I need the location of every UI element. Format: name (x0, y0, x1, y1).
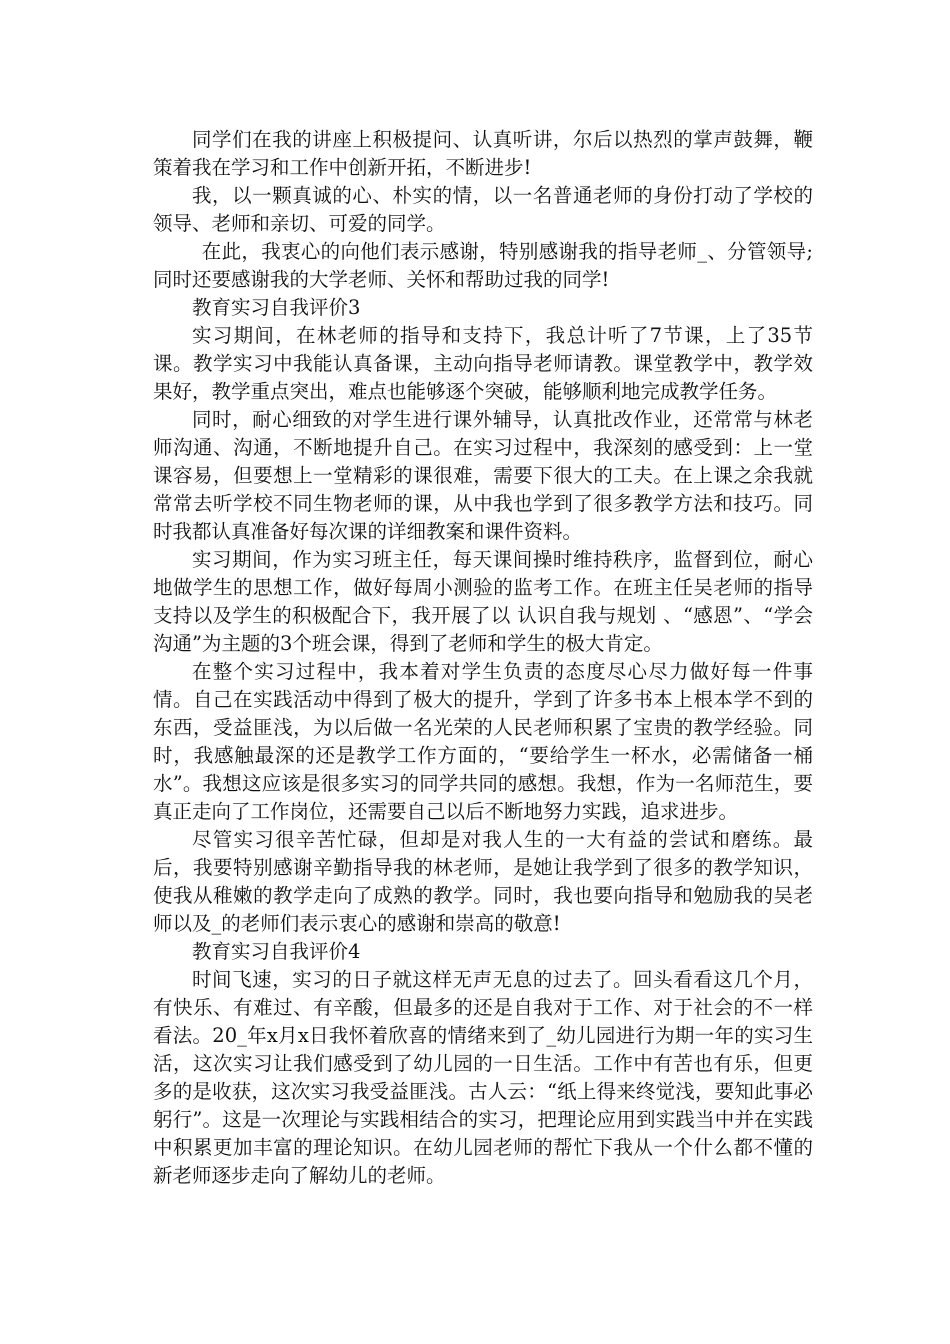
paragraph: 尽管实习很辛苦忙碌，但却是对我人生的一大有益的尝试和磨练。最后，我要特别感谢辛勤指导我的林老师，是她让我学到了很多的教学知识，使我从稚嫩的教学走向了成熟的教学。同时，我也要向指导和勉励我的吴老师以及_的老师们表示衷心的感谢和崇高的敬意! (153, 828, 813, 935)
section-heading: 教育实习自我评价4 (192, 940, 361, 963)
document-body (153, 126, 813, 1190)
paragraph: 同学们在我的讲座上积极提问、认真听讲，尔后以热烈的掌声鼓舞，鞭策着我在学习和工作中创新开拓，不断进步! (153, 128, 813, 179)
paragraph: 在此，我衷心的向他们表示感谢，特别感谢我的指导老师_、分管领导;同时还要感谢我的大学老师、关怀和帮助过我的同学! (153, 240, 813, 291)
paragraph: 同时，耐心细致的对学生进行课外辅导，认真批改作业，还常常与林老师沟通、沟通，不断地提升自己。在实习过程中，我深刻的感受到：上一堂课容易，但要想上一堂精彩的课很难，需要下很大的工夫。在上课之余我就常常去听学校不同生物老师的课，从中我也学到了很多教学方法和技巧。同时我都认真准备好每次课的详细教案和课件资料。 (153, 408, 813, 543)
paragraph: 在整个实习过程中，我本着对学生负责的态度尽心尽力做好每一件事情。自己在实践活动中得到了极大的提升，学到了许多书本上根本学不到的东西，受益匪浅，为以后做一名光荣的人民老师积累了宝贵的教学经验。同时，我感触最深的还是教学工作方面的，“要给学生一杯水，必需储备一桶水”。我想这应该是很多实习的同学共同的感想。我想，作为一名师范生，要真正走向了工作岗位，还需要自己以后不断地努力实践，追求进步。 (153, 660, 813, 823)
paragraph: 实习期间，作为实习班主任，每天课间操时维持秩序，监督到位，耐心地做学生的思想工作，做好每周小测验的监考工作。在班主任吴老师的指导支持以及学生的积极配合下，我开展了以 认识自我与规划 、“感恩”、“学会沟通”为主题的3个班会课，得到了老师和学生的极大肯定。 (153, 548, 813, 655)
paragraph: 时间飞速，实习的日子就这样无声无息的过去了。回头看看这几个月，有快乐、有难过、有辛酸，但最多的还是自我对于工作、对于社会的不一样看法。20_年x月x日我怀着欣喜的情绪来到了_幼儿园进行为期一年的实习生活，这次实习让我们感受到了幼儿园的一日生活。工作中有苦也有乐，但更多的是收获，这次实习我受益匪浅。古人云：“纸上得来终觉浅，要知此事必躬行”。这是一次理论与实践相结合的实习，把理论应用到实践当中并在实践中积累更加丰富的理论知识。在幼儿园老师的帮忙下我从一个什么都不懂的新老师逐步走向了解幼儿的老师。 (153, 968, 813, 1187)
paragraph: 实习期间，在林老师的指导和支持下，我总计听了7节课，上了35节课。教学实习中我能认真备课，主动向指导老师请教。课堂教学中，教学效果好，教学重点突出，难点也能够逐个突破，能够顺利地完成教学任务。 (153, 324, 813, 403)
paragraph: 我，以一颗真诚的心、朴实的情，以一名普通老师的身份打动了学校的领导、老师和亲切、可爱的同学。 (153, 184, 813, 235)
section-heading: 教育实习自我评价3 (192, 296, 361, 319)
